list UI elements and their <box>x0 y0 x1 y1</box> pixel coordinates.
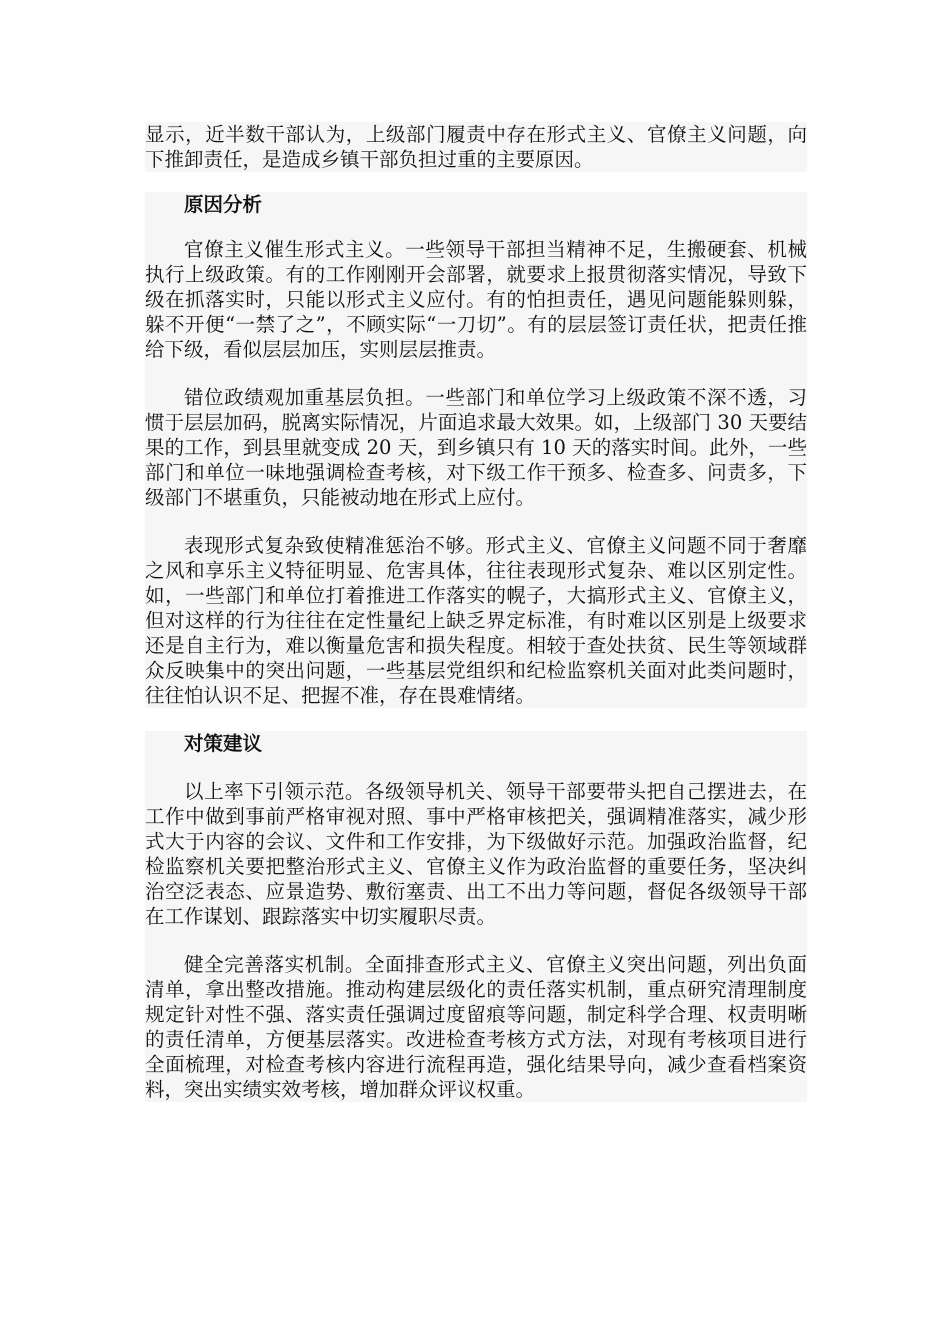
intro-paragraph: 显示，近半数干部认为，上级部门履责中存在形式主义、官僚主义问题，向下推卸责任，是造成乡镇干部负担过重的主要原因。 <box>145 123 807 171</box>
paragraph-lead-by-example: 以上率下引领示范。各级领导机关、领导干部要带头把自己摆进去，在工作中做到事前严格审视对照、事中严格审核把关，强调精准落实，减少形式大于内容的会议、文件和工作安排，为下级做好示范。加强政治监督，纪检监察机关要把整治形式主义、官僚主义作为政治监督的重要任务，坚决纠治空泛表态、应景造势、敷衍塞责、出工不出力等问题，督促各级领导干部在工作谋划、跟踪落实中切实履职尽责。 <box>145 780 807 928</box>
paragraph-performance-view: 错位政绩观加重基层负担。一些部门和单位学习上级政策不深不透，习惯于层层加码，脱离实际情况，片面追求最大效果。如，上级部门 30 天要结果的工作，到县里就变成 20 天，到乡镇只有 10 天的落实时间。此外，一些部门和单位一味地强调检查考核，对下级工作干预多、检查多、问责多，下级部门不堪重负，只能被动地在形式上应付。 <box>145 386 807 509</box>
paragraph-mechanism: 健全完善落实机制。全面排查形式主义、官僚主义突出问题，列出负面清单，拿出整改措施。推动构建层级化的责任落实机制，重点研究清理制度规定针对性不强、落实责任强调过度留痕等问题，制定科学合理、权责明晰的责任清单，方便基层落实。改进检查考核方式方法，对现有考核项目进行全面梳理，对检查考核内容进行流程再造，强化结果导向，减少查看档案资料，突出实绩实效考核，增加群众评议权重。 <box>145 953 807 1101</box>
section-suggestions <box>145 731 807 1102</box>
section-heading-analysis: 原因分析 <box>184 193 263 216</box>
section-analysis <box>145 192 807 708</box>
section-heading-suggestions: 对策建议 <box>184 732 263 755</box>
intro-block <box>145 122 807 172</box>
paragraph-bureaucratism: 官僚主义催生形式主义。一些领导干部担当精神不足，生搬硬套、机械执行上级政策。有的工作刚刚开会部署，就要求上报贯彻落实情况，导致下级在抓落实时，只能以形式主义应付。有的怕担责任，遇见问题能躲则躲，躲不开便“一禁了之”，不顾实际“一刀切”。有的层层签订责任状，把责任推给下级，看似层层加压，实则层层推责。 <box>145 238 807 361</box>
paragraph-complex-forms: 表现形式复杂致使精准惩治不够。形式主义、官僚主义问题不同于奢靡之风和享乐主义特征明显、危害具体，往往表现形式复杂、难以区别定性。如，一些部门和单位打着推进工作落实的幌子，大搞形式主义、官僚主义，但对这样的行为往往在定性量纪上缺乏界定标准，有时难以区别是上级要求还是自主行为，难以衡量危害和损失程度。相较于查处扶贫、民生等领域群众反映集中的突出问题，一些基层党组织和纪检监察机关面对此类问题时，往往怕认识不足、把握不准，存在畏难情绪。 <box>145 534 807 707</box>
document-body <box>145 122 807 1102</box>
